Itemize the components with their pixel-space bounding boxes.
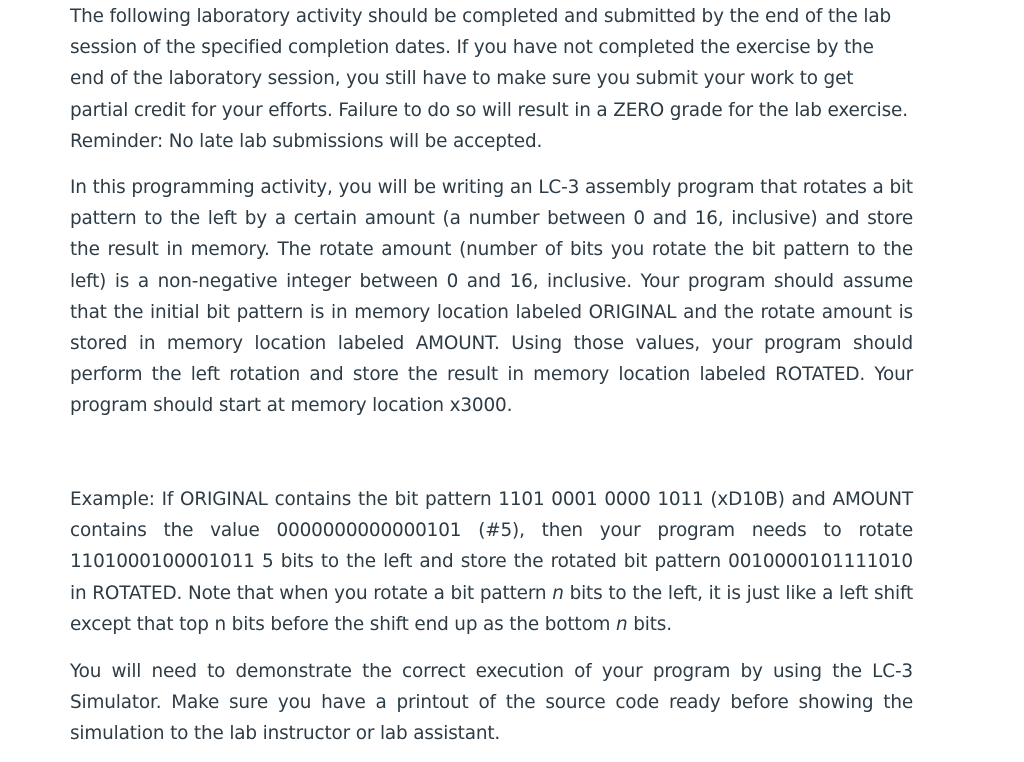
example-text-part2: bits to the left, it is just like a left shift except that top n bits before the shift end up as the bottom — [70, 582, 914, 635]
example-paragraph — [70, 484, 913, 640]
task-paragraph: In this programming activity, you will be writing an LC-3 assembly program that rotates a bit pattern to the left by a certain amount (a number between 0 and 16, inclusive) and store the result in memory. The rotate amount (number of bits you rotate the bit pattern to the left) is a non-negative integer between 0 and 16, inclusive. Your program should assume that the initial bit pattern is in memory location labeled ORIGINAL and the rotate amount is stored in memory location labeled AMOUNT. Using those values, your program should perform the left rotation and store the result in memory location labeled ROTATED. Your program should start at memory location x3000. — [70, 177, 913, 417]
example-text-part1: Example: If ORIGINAL contains the bit pattern 1101 0001 0000 1011 (xD10B) and AMOUNT contains the value 0000000000000101 (#5), then your program needs to rotate 1101000100001011 5 bits to the left and store the rotated bit pattern 0010000101111010 in ROTATED. Note that when you rotate a bit pattern — [70, 489, 913, 604]
demo-paragraph: You will need to demonstrate the correct execution of your program by using the LC-3 Simulator. Make sure you have a printout of the source code ready before showing the simulation to the lab instructor or lab assistant. — [70, 661, 913, 745]
intro-paragraph: The following laboratory activity should be completed and submitted by the end of the lab session of the specified completion dates. If you have not completed the exercise by the end of the laboratory session, you still have to make sure you submit your work to get partial credit for your efforts. Failure to do so will result in a ZERO grade for the lab exercise. Reminder: No late lab submissions will be accepted. — [70, 6, 908, 152]
variable-n: n — [552, 582, 564, 604]
example-text-part3: bits. — [627, 613, 672, 635]
variable-n: n — [616, 613, 628, 635]
